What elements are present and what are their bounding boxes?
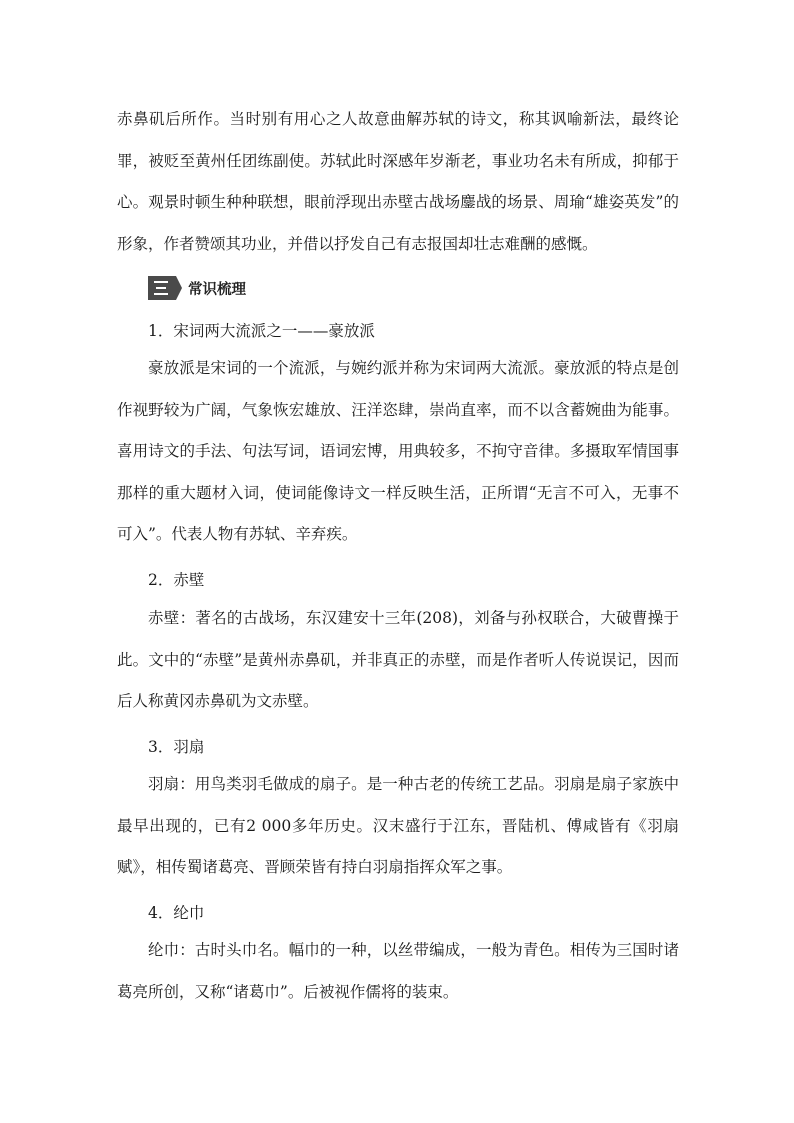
- section-three-icon: [148, 276, 176, 300]
- item-heading-haofangpai: 1．宋词两大流派之一——豪放派: [148, 322, 375, 340]
- item-heading-lunjin: 4．纶巾: [148, 904, 205, 922]
- item-body-yushan: 羽扇：用鸟类羽毛做成的扇子。是一种古老的传统工艺品。羽扇是扇子家族中最早出现的，已有2 000多年历史。汉末盛行于江东，晋陆机、傅咸皆有《羽扇赋》，相传蜀诸葛亮、晋顾荣皆有持白羽扇指挥众军之事。: [117, 775, 679, 876]
- section-header: [148, 274, 246, 302]
- item-heading-yushan: 3．羽扇: [148, 738, 205, 756]
- item-body-chibi: 赤壁：著名的古战场，东汉建安十三年(208)，刘备与孙权联合，大破曹操于此。文中的“赤壁”是黄州赤鼻矶，并非真正的赤壁，而是作者听人传说误记，因而后人称黄冈赤鼻矶为文赤壁。: [117, 609, 679, 710]
- item-body-lunjin: 纶巾：古时头巾名。幅巾的一种，以丝带编成，一般为青色。相传为三国时诸葛亮所创，又称“诸葛巾”。后被视作儒将的装束。: [117, 941, 679, 1001]
- intro-paragraph: 赤鼻矶后所作。当时别有用心之人故意曲解苏轼的诗文，称其讽喻新法，最终论罪，被贬至黄州任团练副使。苏轼此时深感年岁渐老，事业功名未有所成，抑郁于心。观景时顿生种种联想，眼前浮现出赤壁古战场鏖战的场景、周瑜“雄姿英发”的形象，作者赞颂其功业，并借以抒发自己有志报国却壮志难酬的感慨。: [117, 110, 679, 253]
- item-heading-chibi: 2．赤壁: [148, 571, 205, 589]
- section-title: 常识梳理: [188, 281, 246, 298]
- item-body-haofangpai: 豪放派是宋词的一个流派，与婉约派并称为宋词两大流派。豪放派的特点是创作视野较为广阔，气象恢宏雄放、汪洋恣肆，崇尚直率，而不以含蓄婉曲为能事。喜用诗文的手法、句法写词，语词宏博，用典较多，不拘守音律。多摄取军情国事那样的重大题材入词，使词能像诗文一样反映生活，正所谓“无言不可入，无事不可入”。代表人物有苏轼、辛弃疾。: [117, 359, 679, 543]
